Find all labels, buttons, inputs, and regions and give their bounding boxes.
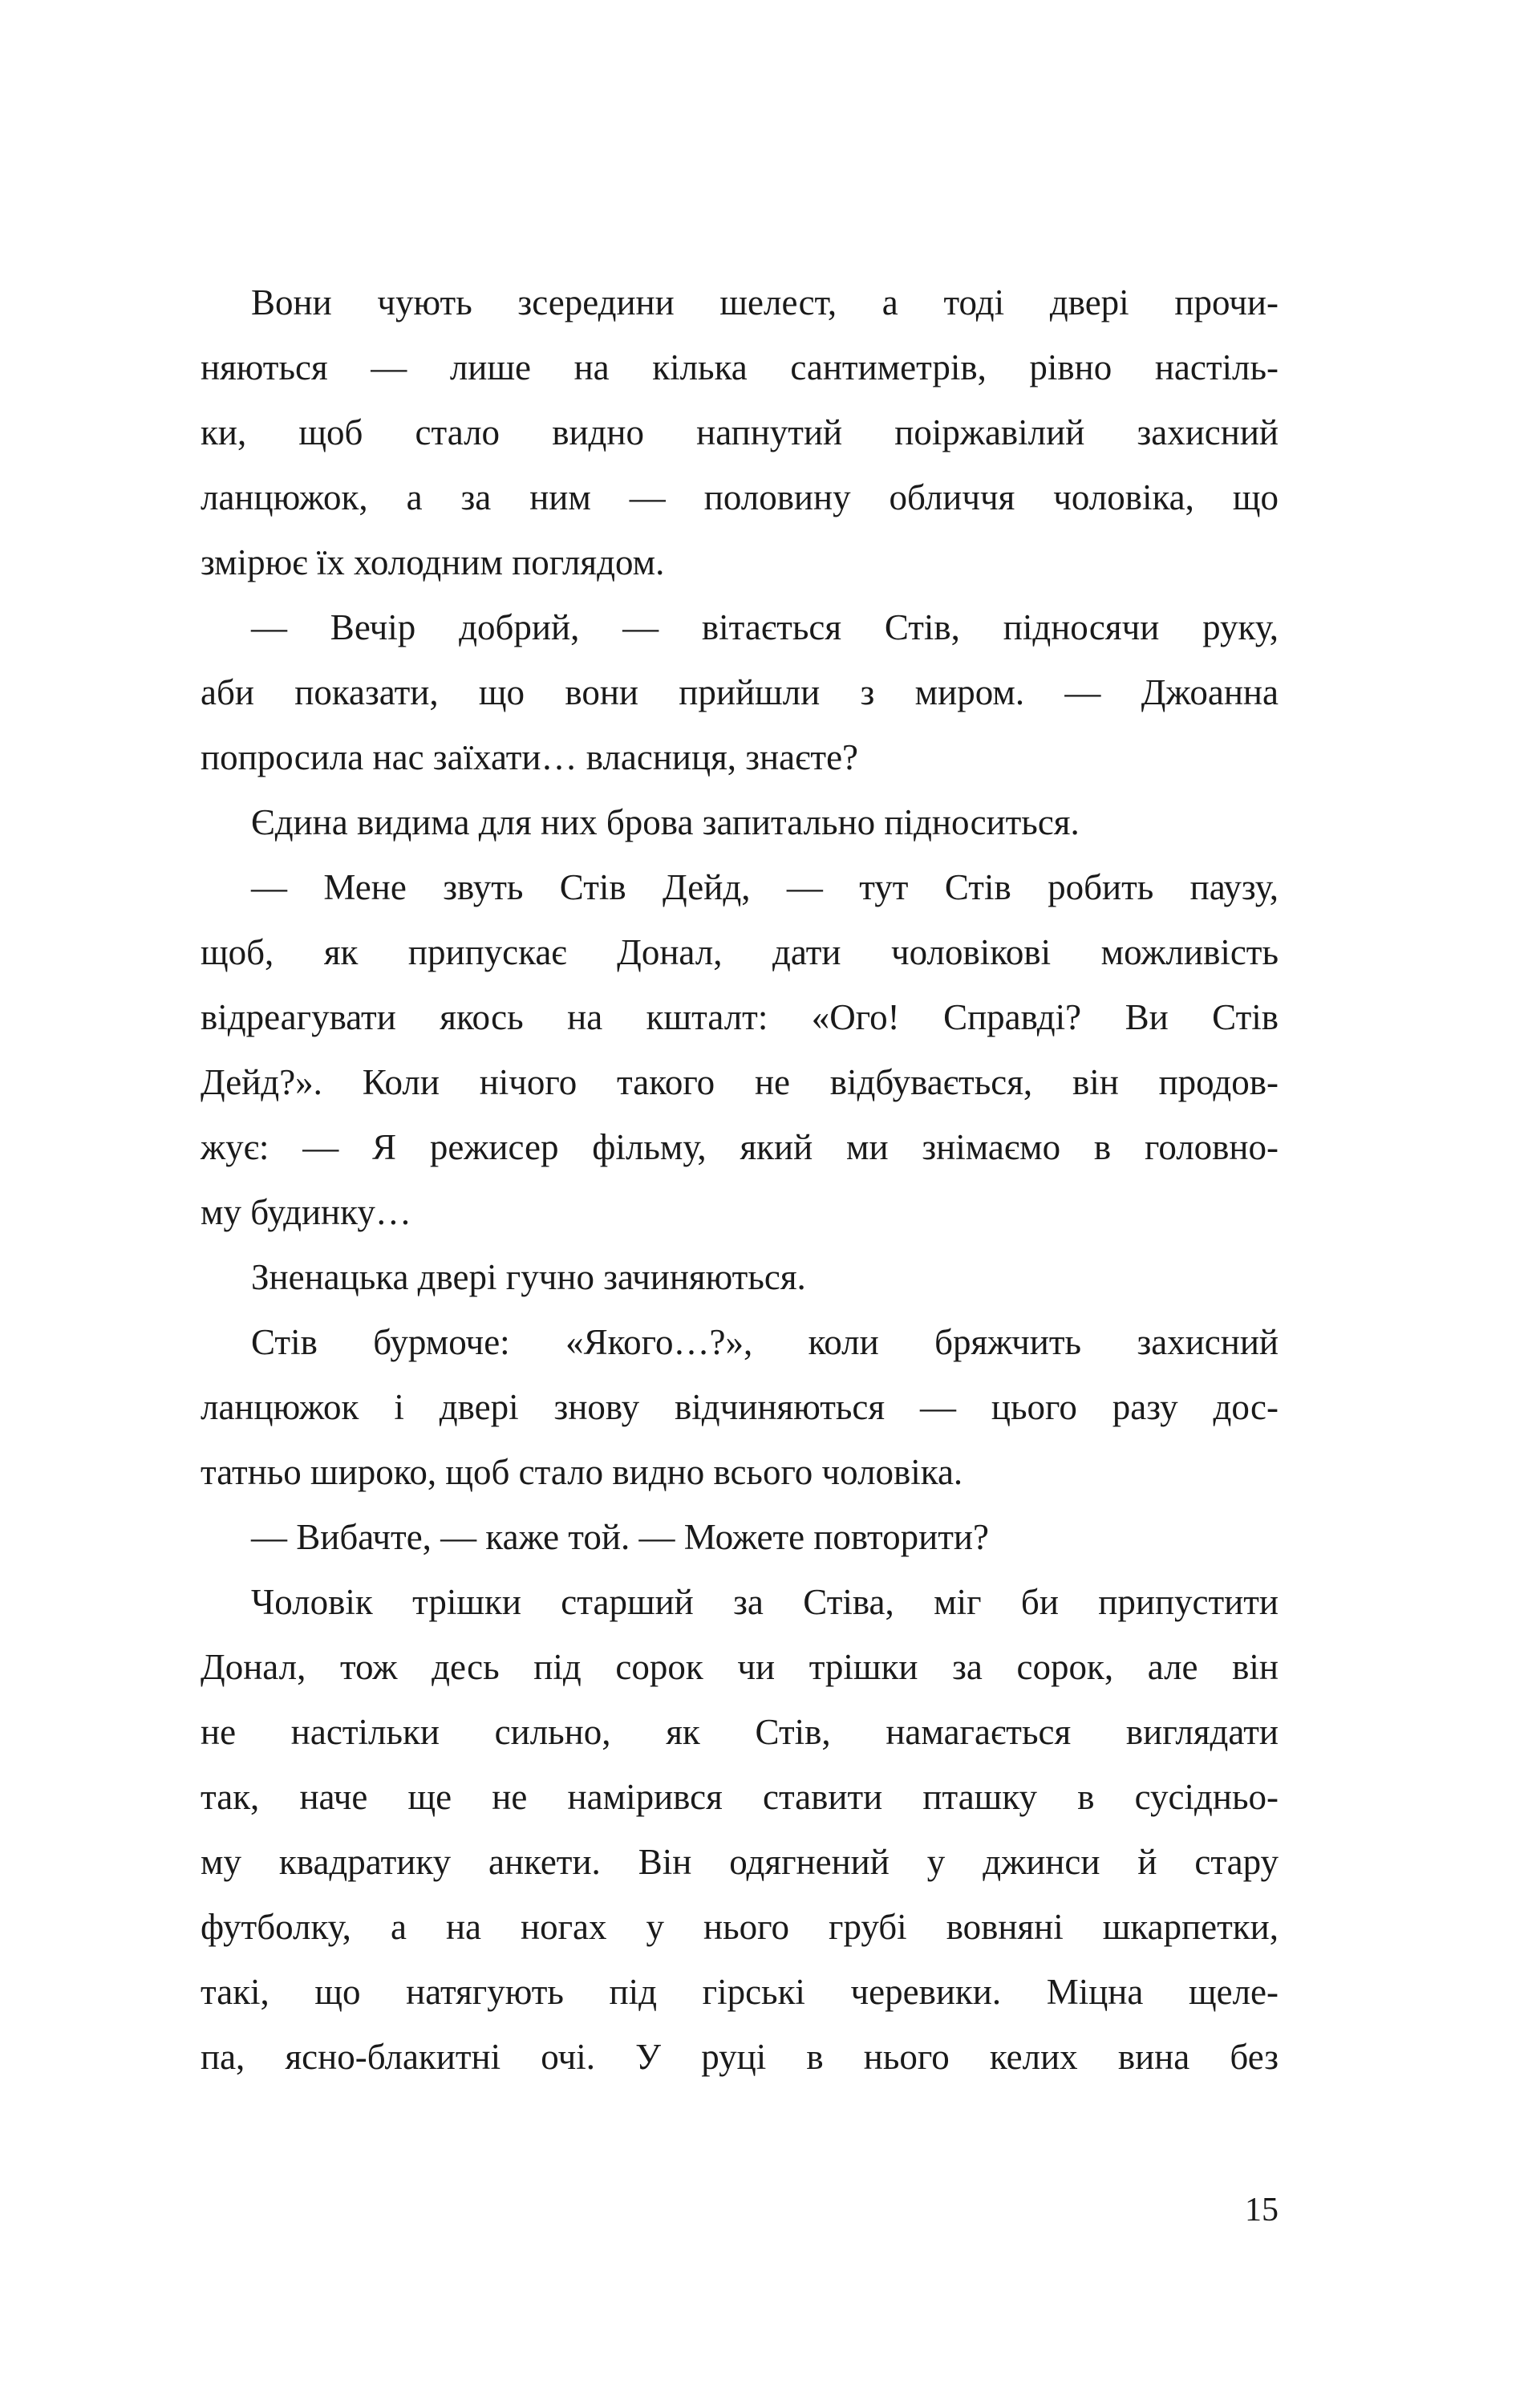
text-line: Дейд?». Коли нічого такого не відбувається, він продов- [201, 1062, 1279, 1102]
text-line: ланцюжок, а за ним — половину обличчя чоловіка, що [201, 477, 1279, 517]
text-line: — Мене звуть Стів Дейд, — тут Стів робить паузу, [251, 867, 1279, 907]
text-line: — Вибачте, — каже той. — Можете повторити? [251, 1517, 989, 1557]
text-line: няються — лише на кілька сантиметрів, рівно настіль- [201, 347, 1279, 387]
text-line: ланцюжок і двері знову відчиняються — цього разу дос- [201, 1387, 1279, 1427]
text-line: му будинку… [201, 1192, 411, 1232]
text-line: татньо широко, щоб стало видно всього чоловіка. [201, 1452, 963, 1492]
text-line: такі, що натягують під гірські черевики. Міцна щеле- [201, 1972, 1279, 2012]
text-line: Вони чують зсередини шелест, а тоді двері прочи- [251, 282, 1279, 322]
text-line: відреагувати якось на кшталт: «Ого! Справді? Ви Стів [201, 997, 1279, 1037]
text-line: не настільки сильно, як Стів, намагається виглядати [201, 1712, 1279, 1752]
text-line: ки, щоб стало видно напнутий поіржавілий захисний [201, 412, 1279, 452]
text-line: так, наче ще не намірився ставити пташку в сусідньо- [201, 1777, 1279, 1817]
text-line: футболку, а на ногах у нього грубі вовняні шкарпетки, [201, 1907, 1279, 1947]
text-line: Єдина видима для них брова запитально підноситься. [251, 802, 1080, 842]
page-body [201, 270, 1279, 2090]
text-line: Чоловік трішки старший за Стіва, міг би припустити [251, 1582, 1279, 1622]
text-line: жує: — Я режисер фільму, який ми знімаємо в головно- [201, 1127, 1279, 1167]
text-line: щоб, як припускає Донал, дати чоловікові можливість [201, 932, 1279, 972]
text-line: му квадратику анкети. Він одягнений у джинси й стару [201, 1842, 1279, 1882]
text-line: Донал, тож десь під сорок чи трішки за сорок, але він [201, 1647, 1279, 1687]
page-number: 15 [1245, 2192, 1279, 2229]
text-line: Стів бурмоче: «Якого…?», коли бряжчить захисний [251, 1322, 1279, 1362]
text-line: аби показати, що вони прийшли з миром. — Джоанна [201, 672, 1279, 712]
text-line: — Вечір добрий, — вітається Стів, підносячи руку, [251, 607, 1279, 647]
text-line: Зненацька двері гучно зачиняються. [251, 1257, 806, 1297]
text-line: па, ясно-блакитні очі. У руці в нього келих вина без [201, 2037, 1279, 2077]
text-line: змірює їх холодним поглядом. [201, 542, 665, 582]
text-line: попросила нас заїхати… власниця, знаєте? [201, 737, 859, 777]
